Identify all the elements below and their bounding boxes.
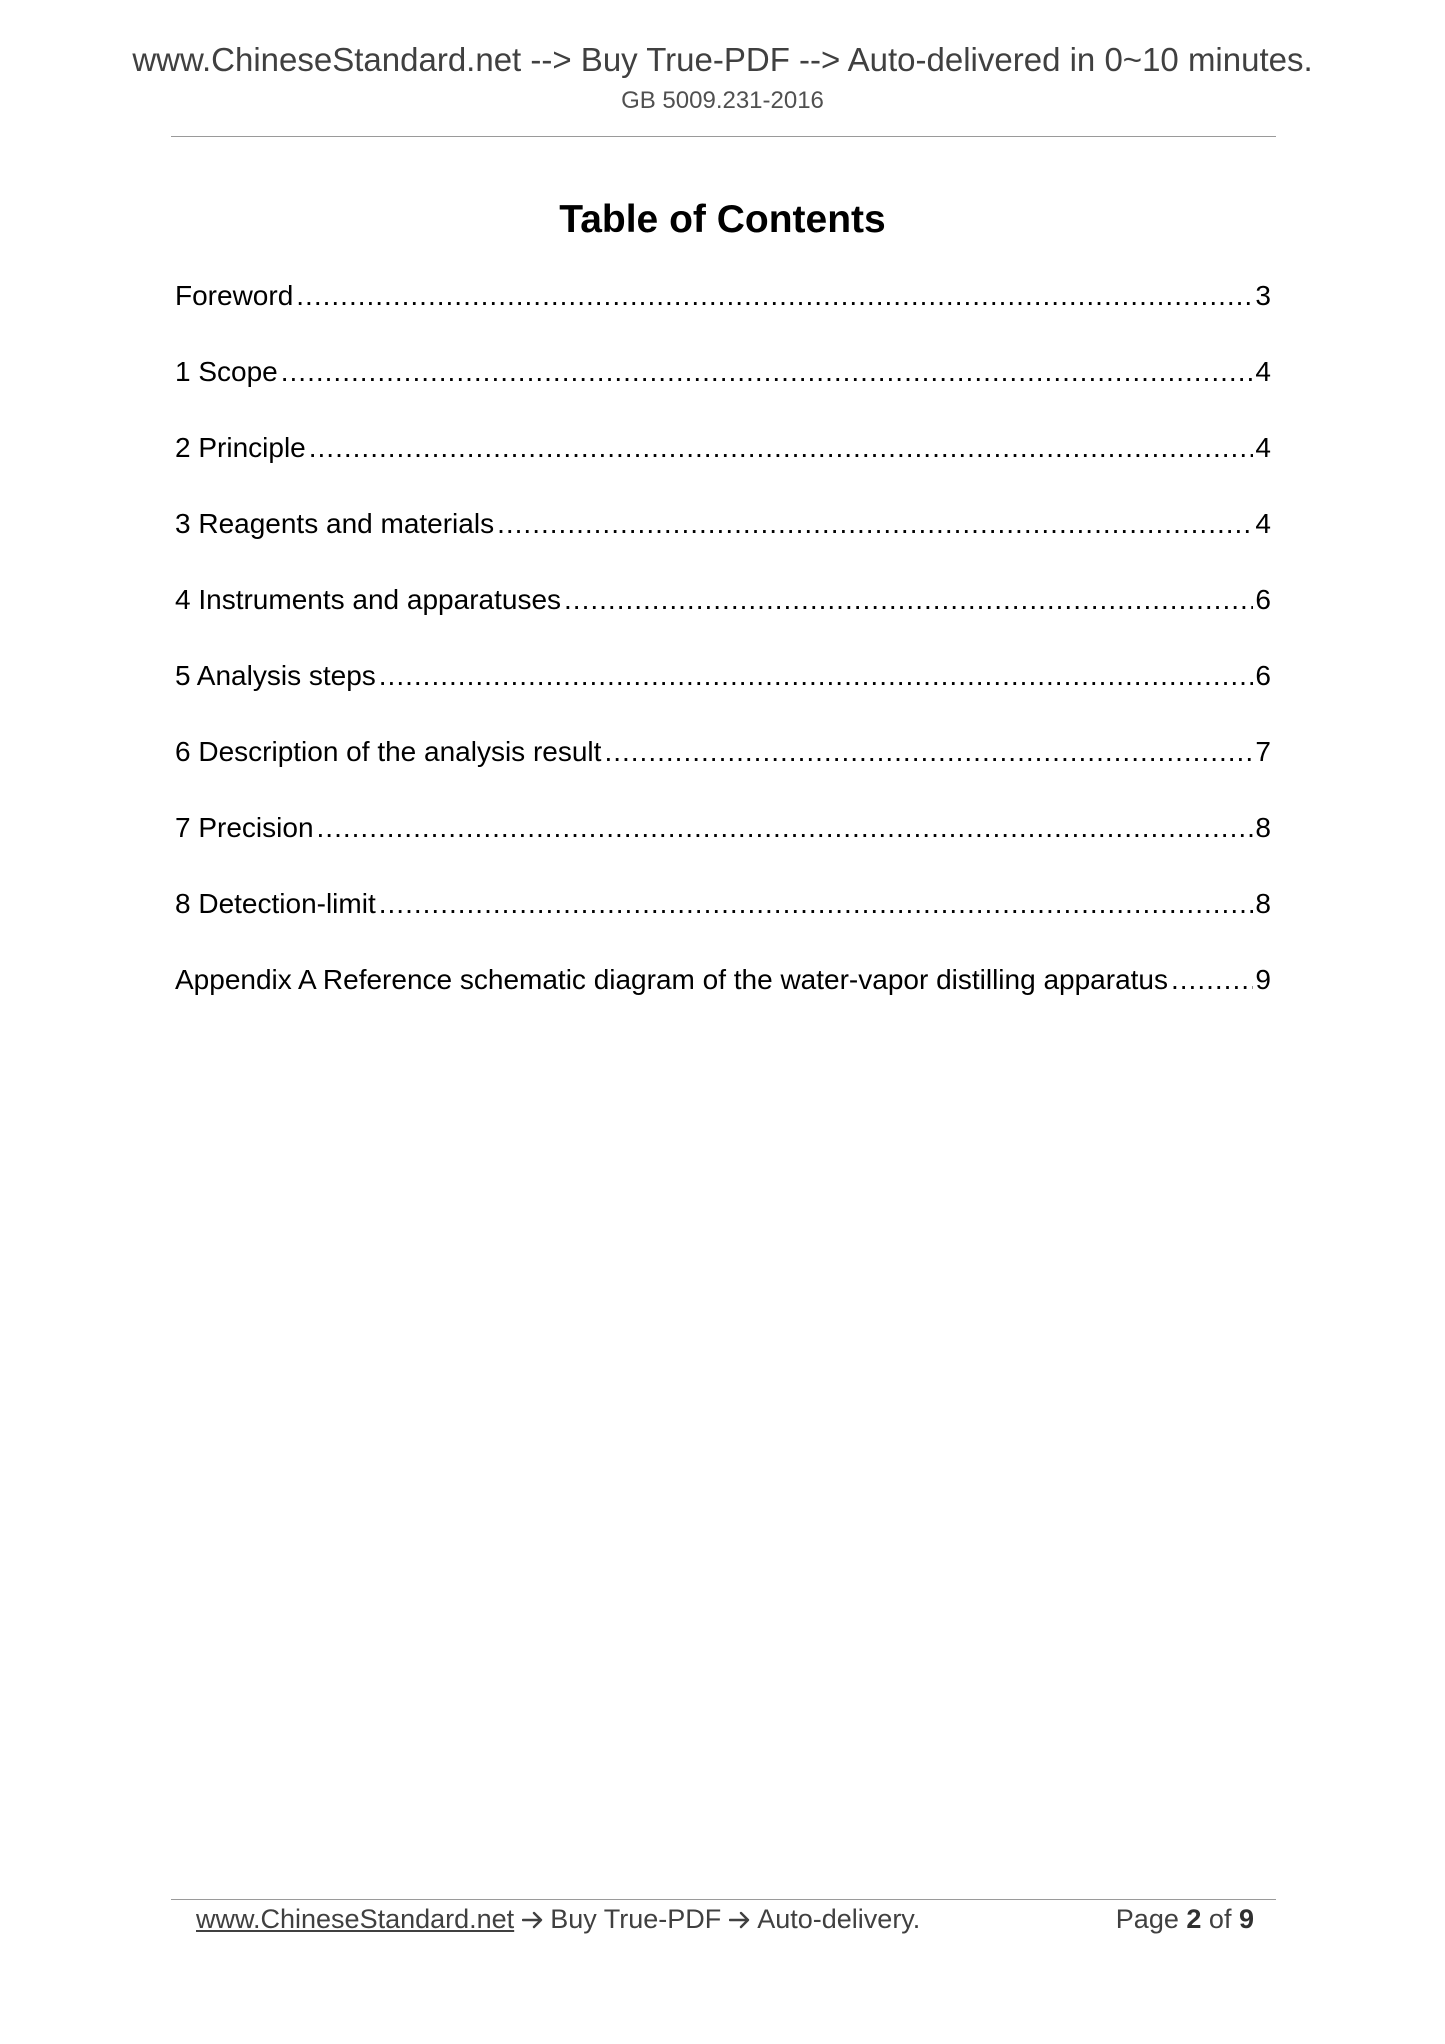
footer-buy-text: Buy True-PDF (550, 1904, 722, 1934)
footer-promo (196, 1898, 920, 1940)
toc-title: Table of Contents (559, 198, 886, 241)
dot-leader (564, 578, 1253, 622)
toc-entry-label: 4 Instruments and apparatuses (175, 584, 562, 615)
dot-leader (379, 882, 1254, 926)
page-total: 9 (1238, 1904, 1254, 1934)
page-number (1116, 1898, 1254, 1940)
toc-entry-page: 4 (1255, 508, 1271, 539)
toc-entry-page: 9 (1255, 964, 1271, 995)
toc-entry-page: 6 (1255, 660, 1271, 691)
page-word: Page (1115, 1904, 1179, 1934)
toc-entry-label: 1 Scope (175, 356, 278, 387)
footer-delivery-text: Auto-delivery. (757, 1904, 921, 1934)
toc-entry-label: 3 Reagents and materials (175, 508, 495, 539)
toc-entry-scope[interactable] (175, 350, 1271, 426)
toc-entry-label: 7 Precision (175, 812, 314, 843)
toc-entry-appendix-a[interactable] (175, 958, 1271, 1034)
toc-entry-page: 4 (1255, 356, 1271, 387)
dot-leader (497, 502, 1253, 546)
standard-code: GB 5009.231-2016 (621, 87, 824, 114)
page-footer (196, 1898, 1254, 1940)
right-arrow-icon (729, 1911, 751, 1929)
toc-entry-page: 6 (1255, 584, 1271, 615)
toc-list (175, 274, 1271, 1034)
toc-entry-precision[interactable] (175, 806, 1271, 882)
toc-entry-label: Foreword (175, 280, 294, 311)
dot-leader (604, 730, 1253, 774)
toc-entry-page: 3 (1255, 280, 1271, 311)
toc-entry-label: 8 Detection-limit (175, 888, 376, 919)
toc-entry-label: 5 Analysis steps (175, 660, 376, 691)
toc-entry-instruments[interactable] (175, 578, 1271, 654)
footer-site-link[interactable]: www.ChineseStandard.net (196, 1904, 515, 1934)
toc-entry-analysis-result[interactable] (175, 730, 1271, 806)
toc-entry-foreword[interactable] (175, 274, 1271, 350)
dot-leader (379, 654, 1254, 698)
dot-leader (317, 806, 1254, 850)
dot-leader (1171, 958, 1253, 1002)
toc-entry-page: 7 (1255, 736, 1271, 767)
toc-entry-page: 4 (1255, 432, 1271, 463)
dot-leader (281, 350, 1254, 394)
dot-leader (309, 426, 1254, 470)
toc-entry-detection-limit[interactable] (175, 882, 1271, 958)
header-divider (171, 136, 1276, 137)
toc-entry-label: 2 Principle (175, 432, 306, 463)
toc-entry-label: 6 Description of the analysis result (175, 736, 602, 767)
toc-entry-page: 8 (1255, 812, 1271, 843)
header-banner: www.ChineseStandard.net --> Buy True-PDF --> Auto-delivered in 0~10 minutes. (132, 41, 1313, 78)
page-current: 2 (1186, 1904, 1202, 1934)
toc-entry-principle[interactable] (175, 426, 1271, 502)
dot-leader (296, 274, 1253, 318)
toc-entry-label: Appendix A Reference schematic diagram of the water-vapor distilling apparatus (175, 964, 1168, 995)
toc-entry-page: 8 (1255, 888, 1271, 919)
toc-entry-analysis-steps[interactable] (175, 654, 1271, 730)
of-word: of (1208, 1904, 1232, 1934)
right-arrow-icon (522, 1911, 544, 1929)
toc-entry-reagents[interactable] (175, 502, 1271, 578)
